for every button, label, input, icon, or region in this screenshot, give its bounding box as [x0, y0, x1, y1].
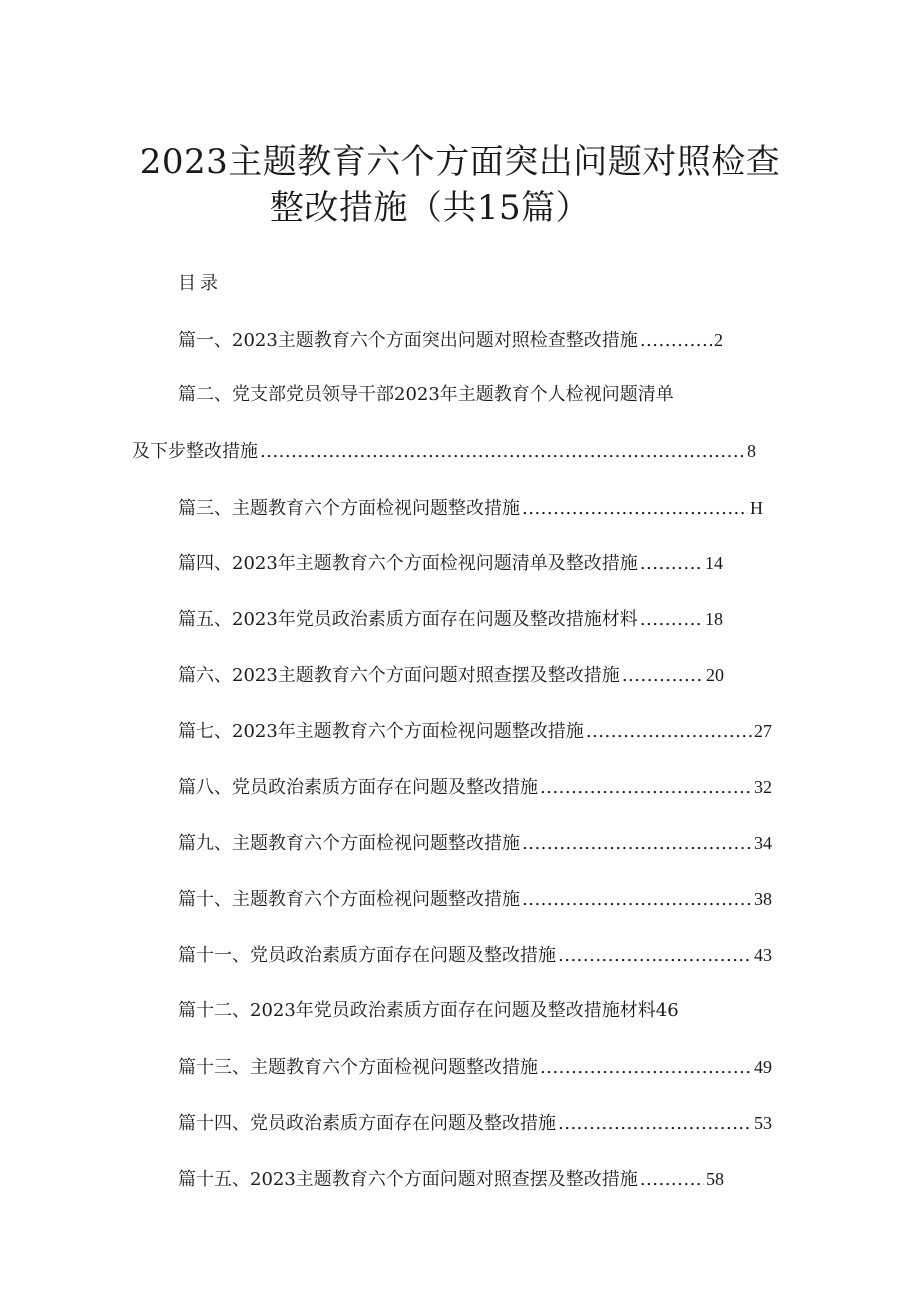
toc-entry-text: 篇十、主题教育六个方面检视问题整改措施: [178, 889, 520, 910]
toc-leader: [558, 1112, 752, 1136]
toc-entry-page: 38: [754, 889, 772, 909]
toc-entry[interactable]: [178, 999, 679, 1023]
toc-entry-continuation[interactable]: [132, 439, 756, 464]
toc-entry-text: 篇三、主题教育六个方面检视问题整改措施: [178, 498, 520, 519]
toc-entry-text: 篇一、2023主题教育六个方面突出问题对照检查整改措施: [178, 330, 638, 351]
toc-entry[interactable]: [178, 328, 723, 353]
toc-entry-text: 篇五、2023年党员政治素质方面存在问题及整改措施材料: [178, 609, 638, 630]
toc-entry-text: 篇八、党员政治素质方面存在问题及整改措施: [178, 777, 538, 798]
toc-entry-text: 篇七、2023年主题教育六个方面检视问题整改措施: [178, 721, 584, 742]
toc-entry-text: 篇十一、党员政治素质方面存在问题及整改措施: [178, 945, 556, 966]
toc-entry-page: 18: [705, 609, 723, 629]
toc-entry-text: 篇十二、2023年党员政治素质方面存在问题及整改措施材料46: [178, 1000, 679, 1021]
toc-leader: [640, 552, 703, 576]
toc-leader: [586, 720, 752, 744]
toc-entry-page: 49: [754, 1057, 772, 1077]
toc-entry[interactable]: [178, 887, 772, 912]
toc-leader: [540, 1056, 752, 1080]
toc-entry[interactable]: [178, 1167, 724, 1192]
toc-entry-text: 篇十五、2023主题教育六个方面问题对照查摆及整改措施: [178, 1169, 638, 1190]
toc-entry-page: 43: [754, 945, 772, 965]
toc-leader: [622, 664, 704, 688]
document-title-line-1: 2023主题教育六个方面突出问题对照检查: [139, 142, 781, 182]
toc-leader: [540, 776, 752, 800]
toc-entry[interactable]: [178, 607, 723, 632]
toc-leader: [640, 329, 712, 353]
toc-entry[interactable]: [178, 943, 772, 968]
toc-entry-text: 篇十三、主题教育六个方面检视问题整改措施: [178, 1057, 538, 1078]
toc-entry-text: 及下步整改措施: [132, 441, 258, 462]
toc-entry[interactable]: [178, 496, 763, 521]
toc-leader: [640, 608, 703, 632]
toc-entry[interactable]: [178, 831, 772, 856]
toc-entry-text: 篇十四、党员政治素质方面存在问题及整改措施: [178, 1113, 556, 1134]
toc-leader: [260, 440, 745, 464]
toc-entry[interactable]: [178, 551, 723, 576]
toc-entry-text: 篇九、主题教育六个方面检视问题整改措施: [178, 833, 520, 854]
toc-leader: [522, 832, 752, 856]
toc-entry-page: 20: [706, 665, 724, 685]
toc-entry[interactable]: [178, 1111, 772, 1136]
toc-entry[interactable]: [178, 775, 772, 800]
toc-leader: [522, 888, 752, 912]
toc-leader: [640, 1168, 704, 1192]
toc-entry-page: 8: [747, 441, 756, 461]
toc-entry-text: 篇四、2023年主题教育六个方面检视问题清单及整改措施: [178, 553, 638, 574]
toc-entry[interactable]: [178, 663, 724, 688]
toc-entry-page: H: [750, 498, 763, 518]
toc-entry[interactable]: [178, 1055, 772, 1080]
toc-entry-page: 58: [706, 1169, 724, 1189]
toc-leader: [558, 944, 752, 968]
toc-leader: [522, 497, 748, 521]
toc-entry[interactable]: [178, 383, 674, 407]
toc-entry-page: 34: [754, 833, 772, 853]
toc-heading: 目录: [178, 273, 222, 294]
toc-entry[interactable]: [178, 719, 772, 744]
toc-entry-page: 14: [705, 553, 723, 573]
toc-entry-text: 篇六、2023主题教育六个方面问题对照查摆及整改措施: [178, 665, 620, 686]
document-title-line-2: 整改措施（共15篇）: [269, 188, 591, 228]
toc-entry-page: 32: [754, 777, 772, 797]
toc-entry-text: 篇二、党支部党员领导干部2023年主题教育个人检视问题清单: [178, 384, 674, 405]
toc-entry-page: 53: [754, 1113, 772, 1133]
toc-entry-page: 27: [754, 721, 772, 741]
toc-entry-page: 2: [714, 330, 723, 350]
